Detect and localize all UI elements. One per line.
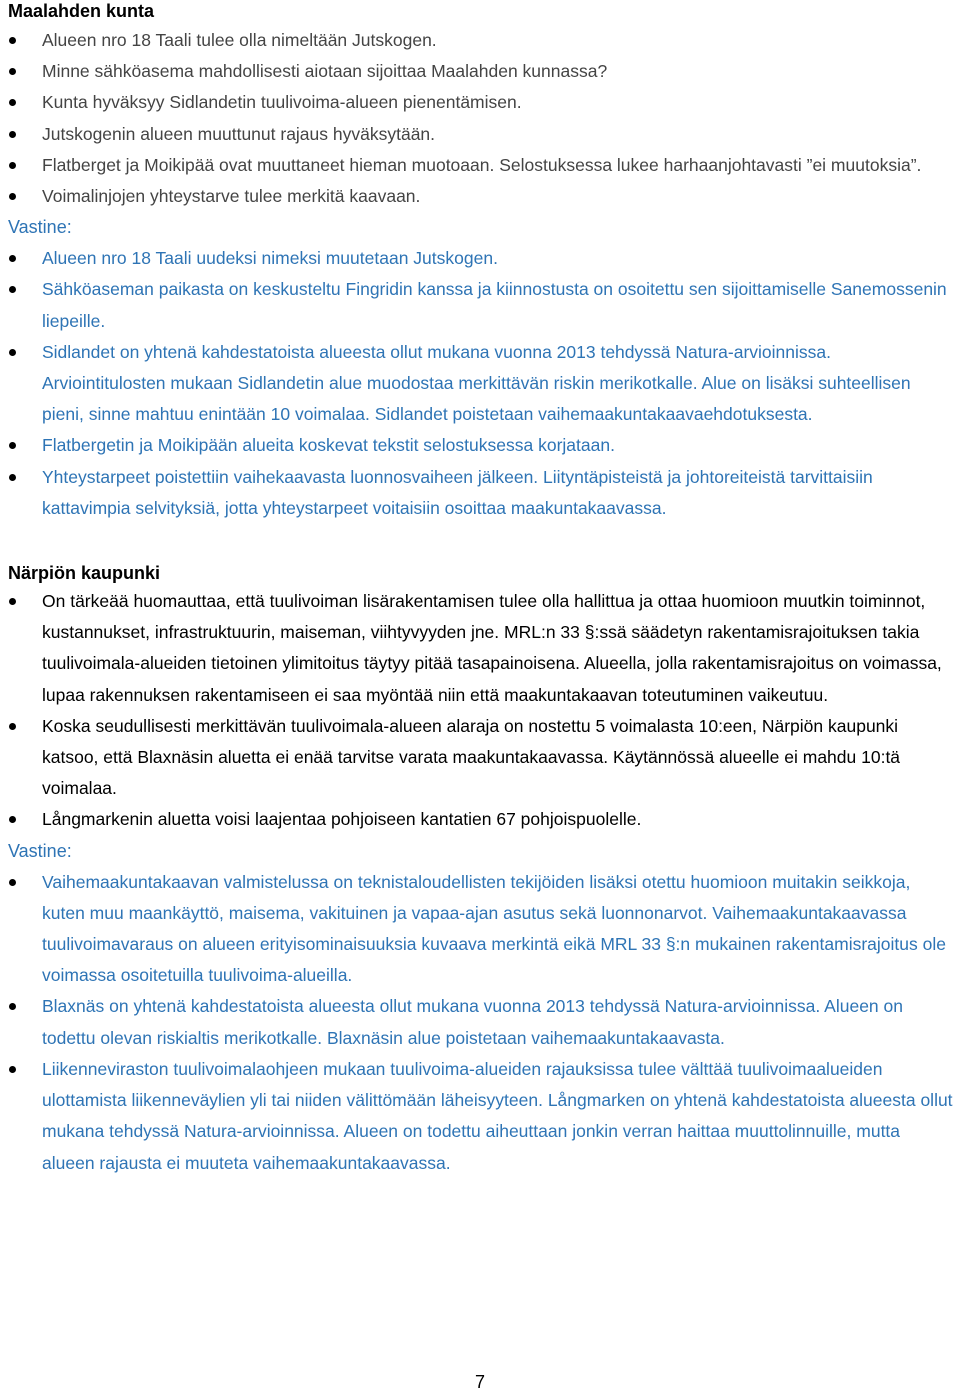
document-page xyxy=(8,0,953,1179)
list-item: Alueen nro 18 Taali uudeksi nimeksi muutetaan Jutskogen. xyxy=(8,243,953,274)
section-heading-maalahti: Maalahden kunta xyxy=(8,1,155,21)
list-item: Minne sähköasema mahdollisesti aiotaan sijoittaa Maalahden kunnassa? xyxy=(8,56,953,87)
response-label: Vastine: xyxy=(8,840,72,861)
list-item: Alueen nro 18 Taali tulee olla nimeltään Jutskogen. xyxy=(8,25,953,56)
response-label: Vastine: xyxy=(8,217,72,238)
list-item: Koska seudullisesti merkittävän tuulivoimala-alueen alaraja on nostettu 5 voimalasta 10:een, Närpiön kaupunki katsoo, että Blaxnäsin aluetta ei enää tarvitse varata maakuntakaavassa. Käytännössä alueelle ei mahdu 10:tä voimalaa. xyxy=(8,711,953,805)
list-item: Sähköaseman paikasta on keskusteltu Fingridin kanssa ja kiinnostusta on osoitettu sen sijoittamiselle Sanemossenin liepeille. xyxy=(8,274,953,336)
section-heading-narpio: Närpiön kaupunki xyxy=(8,563,161,584)
response-list-maalahti xyxy=(8,243,953,524)
list-item: Sidlandet on yhtenä kahdestatoista alueesta ollut mukana vuonna 2013 tehdyssä Natura-arvioinnissa. Arviointitulosten mukaan Sidlandetin alue muodostaa merkittävän riskin merikotkalle. Alue on lisäksi suhteellisen pieni, sinne mahtuu enintään 10 voimalaa. Sidlandet poistetaan vaihemaakuntakaavaehdotuksesta. xyxy=(8,337,953,431)
comment-list-maalahti xyxy=(8,25,953,212)
list-item: Vaihemaakuntakaavan valmistelussa on teknistaloudellisten tekijöiden lisäksi otettu huomioon muitakin seikkoja, kuten muu maankäyttö, maisema, vakituinen ja vapaa-ajan asutus sekä luonnonarvot. Vaihemaakuntakaavassa tuulivoimavaraus on alueen erityisominaisuuksia kuvaava merkintä eikä MRL 33 §:n mukainen rakentamisrajoitus ole voimassa osoitetuilla tuulivoima-alueilla. xyxy=(8,867,953,992)
list-item: Yhteystarpeet poistettiin vaihekaavasta luonnosvaiheen jälkeen. Liityntäpisteistä ja johtoreiteistä tarvittaisiin kattavimpia selvityksiä, jotta yhteystarpeet voitaisiin osoittaa maakuntakaavassa. xyxy=(8,462,953,524)
list-item: Jutskogenin alueen muuttunut rajaus hyväksytään. xyxy=(8,119,953,150)
comment-list-narpio xyxy=(8,586,953,836)
list-item: Liikenneviraston tuulivoimalaohjeen mukaan tuulivoima-alueiden rajauksissa tulee välttää tuulivoimaalueiden ulottamista liikenneväylien yli tai niiden välittömään läheisyyteen. Långmarken on yhtenä kahdestatoista alueesta ollut mukana tehdyssä Natura-arvioinnissa. Alueen on todettu aiheuttaan jonkin verran haittaa muuttolinnuille, mutta alueen rajausta ei muuteta vaihemaakuntakaavassa. xyxy=(8,1054,953,1179)
list-item: Blaxnäs on yhtenä kahdestatoista alueesta ollut mukana vuonna 2013 tehdyssä Natura-arvioinnissa. Alueen on todettu olevan riskialtis merikotkalle. Blaxnäsin alue poistetaan vaihemaakuntakaavasta. xyxy=(8,991,953,1053)
page-number: 7 xyxy=(474,1372,485,1392)
response-list-narpio xyxy=(8,867,953,1179)
list-item: On tärkeää huomauttaa, että tuulivoiman lisärakentamisen tulee olla hallittua ja ottaa huomioon muutkin toiminnot, kustannukset, infrastruktuurin, maiseman, viihtyvyyden jne. MRL:n 33 §:ssä säädetyn rakentamisrajoituksen takia tuulivoimala-alueiden tietoinen ylimitoitus täytyy pitää tasapainoisena. Alueella, jolla rakentamisrajoitus on voimassa, lupaa rakennuksen rakentamiseen ei saa myöntää niin että maakuntakaavan toteutuminen vaikeutuu. xyxy=(8,586,953,711)
list-item: Voimalinjojen yhteystarve tulee merkitä kaavaan. xyxy=(8,181,953,212)
list-item: Flatberget ja Moikipää ovat muuttaneet hieman muotoaan. Selostuksessa lukee harhaanjohtavasti ”ei muutoksia”. xyxy=(8,150,953,181)
list-item: Kunta hyväksyy Sidlandetin tuulivoima-alueen pienentämisen. xyxy=(8,87,953,118)
list-item: Flatbergetin ja Moikipään alueita koskevat tekstit selostuksessa korjataan. xyxy=(8,430,953,461)
list-item: Långmarkenin aluetta voisi laajentaa pohjoiseen kantatien 67 pohjoispuolelle. xyxy=(8,804,953,835)
